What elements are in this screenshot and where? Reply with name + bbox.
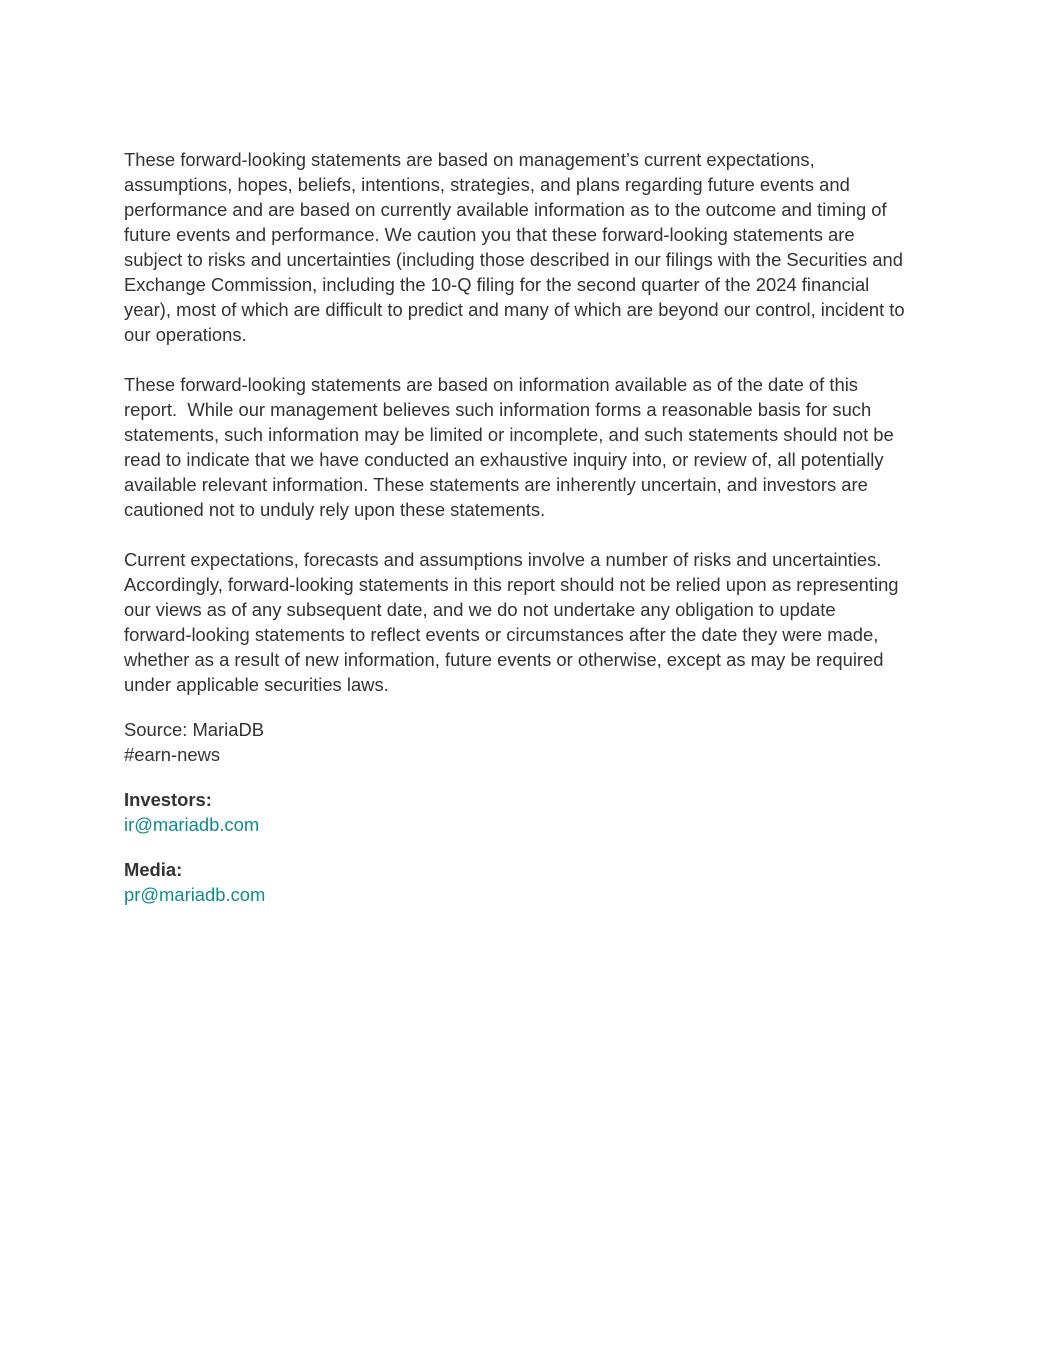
text-line: future events and performance. We caution you that these forward-looking statements are xyxy=(124,224,855,245)
text-line: These forward-looking statements are based on information available as of the date of this xyxy=(124,374,859,395)
text-line: subject to risks and uncertainties (including those described in our filings with the Securities and xyxy=(124,249,903,270)
investors-contact xyxy=(124,787,936,837)
source-text: Source: MariaDB xyxy=(124,719,265,740)
text-line: under applicable securities laws. xyxy=(124,674,389,695)
text-line: cautioned not to unduly rely upon these statements. xyxy=(124,499,546,520)
document-body xyxy=(124,147,936,927)
paragraph-forward-looking-expectations xyxy=(124,147,936,347)
paragraph-information-basis xyxy=(124,372,936,522)
text-line: statements, such information may be limited or incomplete, and such statements should not be xyxy=(124,424,894,445)
text-line: performance and are based on currently available information as to the outcome and timing of xyxy=(124,199,887,220)
text-line: our views as of any subsequent date, and we do not undertake any obligation to update xyxy=(124,599,836,620)
investors-email-link[interactable]: ir@mariadb.com xyxy=(124,814,260,835)
hashtag-text: #earn-news xyxy=(124,744,221,765)
media-contact xyxy=(124,857,936,907)
text-line: These forward-looking statements are based on management’s current expectations, xyxy=(124,149,815,170)
source-block xyxy=(124,717,936,767)
text-line: our operations. xyxy=(124,324,247,345)
media-email-link[interactable]: pr@mariadb.com xyxy=(124,884,266,905)
text-line: assumptions, hopes, beliefs, intentions, strategies, and plans regarding future events and xyxy=(124,174,850,195)
investors-label: Investors: xyxy=(124,789,212,810)
paragraph-current-expectations xyxy=(124,547,936,697)
text-line: available relevant information. These statements are inherently uncertain, and investors are xyxy=(124,474,868,495)
text-line: Accordingly, forward-looking statements in this report should not be relied upon as representing xyxy=(124,574,899,595)
text-line: whether as a result of new information, future events or otherwise, except as may be required xyxy=(124,649,884,670)
media-label: Media: xyxy=(124,859,183,880)
text-line: forward-looking statements to reflect events or circumstances after the date they were made, xyxy=(124,624,879,645)
text-line: year), most of which are difficult to predict and many of which are beyond our control, incident to xyxy=(124,299,905,320)
text-line: Current expectations, forecasts and assumptions involve a number of risks and uncertainties. xyxy=(124,549,882,570)
text-line: read to indicate that we have conducted an exhaustive inquiry into, or review of, all potentially xyxy=(124,449,884,470)
text-line: Exchange Commission, including the 10-Q filing for the second quarter of the 2024 financial xyxy=(124,274,870,295)
text-line: report. While our management believes such information forms a reasonable basis for such xyxy=(124,399,872,420)
